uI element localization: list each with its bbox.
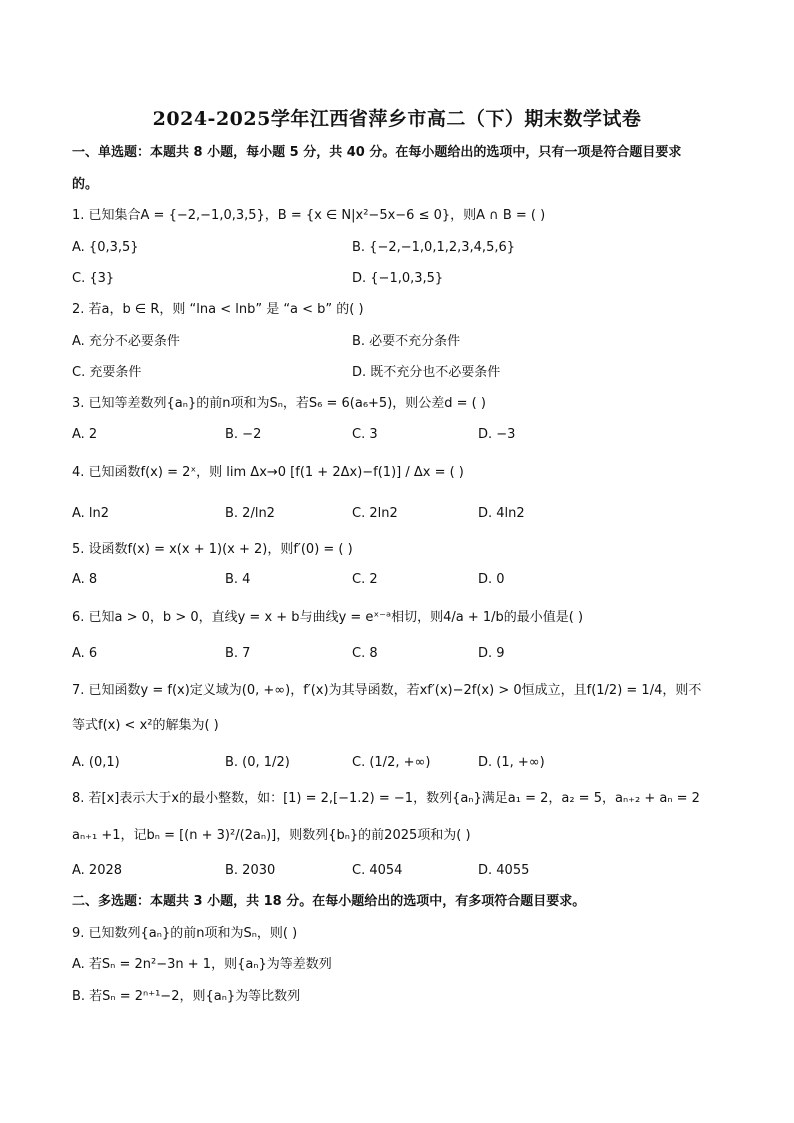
question-1-option-a: A. {0,3,5} [72, 240, 139, 255]
question-4-option-a: A. ln2 [72, 506, 110, 521]
question-6-stem: 6. 已知a > 0，b > 0，直线y = x + b与曲线y = eˣ⁻ᵃ相切，则4/a + 1/b的最小值是( ) [72, 610, 584, 625]
question-1-option-d: D. {−1,0,3,5} [352, 271, 444, 286]
question-3-option-a: A. 2 [72, 427, 98, 442]
question-8-option-b: B. 2030 [225, 863, 276, 878]
question-3-option-d: D. −3 [478, 427, 516, 442]
question-4-option-c: C. 2ln2 [352, 506, 398, 521]
question-9-option-a: A. 若Sₙ = 2n²−3n + 1，则{aₙ}为等差数列 [72, 957, 332, 972]
section2-heading: 二、多选题：本题共 3 小题，共 18 分。在每小题给出的选项中，有多项符合题目要求。 [72, 894, 586, 909]
question-1-option-c: C. {3} [72, 271, 115, 286]
question-6-option-a: A. 6 [72, 646, 98, 661]
question-5-option-c: C. 2 [352, 572, 378, 587]
question-3-option-c: C. 3 [352, 427, 378, 442]
question-9-option-b: B. 若Sₙ = 2ⁿ⁺¹−2，则{aₙ}为等比数列 [72, 989, 301, 1004]
question-8-option-a: A. 2028 [72, 863, 123, 878]
question-1-option-b: B. {−2,−1,0,1,2,3,4,5,6} [352, 240, 516, 255]
question-8-option-c: C. 4054 [352, 863, 403, 878]
question-5-option-a: A. 8 [72, 572, 98, 587]
question-6-option-b: B. 7 [225, 646, 251, 661]
question-5-stem: 5. 设函数f(x) = x(x + 1)(x + 2)，则f′(0) = ( ) [72, 542, 353, 557]
question-2-option-d: D. 既不充分也不必要条件 [352, 365, 501, 380]
question-1-stem: 1. 已知集合A = {−2,−1,0,3,5}，B = {x ∈ N|x²−5x−6 ≤ 0}，则A ∩ B = ( ) [72, 208, 546, 223]
section1-heading-line2: 的。 [72, 177, 99, 192]
question-2-option-c: C. 充要条件 [72, 365, 142, 380]
question-7-option-b: B. (0, 1/2) [225, 755, 290, 770]
question-4-stem: 4. 已知函数f(x) = 2ˣ，则 lim Δx→0 [f(1 + 2Δx)−f(1)] / Δx = ( ) [72, 465, 464, 480]
question-3-stem: 3. 已知等差数列{aₙ}的前n项和为Sₙ，若S₆ = 6(a₆+5)，则公差d = ( ) [72, 396, 486, 411]
question-2-stem: 2. 若a，b ∈ R，则 “lna < lnb” 是 “a < b” 的( ) [72, 302, 364, 317]
question-7-option-d: D. (1, +∞) [478, 755, 545, 770]
question-2-option-b: B. 必要不充分条件 [352, 334, 461, 349]
question-8-option-d: D. 4055 [478, 863, 530, 878]
question-7-stem-line2: 等式f(x) < x²的解集为( ) [72, 718, 219, 733]
question-7-stem-line1: 7. 已知函数y = f(x)定义域为(0, +∞)，f′(x)为其导函数，若xf′(x)−2f(x) > 0恒成立，且f(1/2) = 1/4，则不 [72, 683, 702, 698]
question-2-option-a: A. 充分不必要条件 [72, 334, 180, 349]
question-7-option-a: A. (0,1) [72, 755, 120, 770]
question-5-option-b: B. 4 [225, 572, 251, 587]
question-4-option-d: D. 4ln2 [478, 506, 525, 521]
question-8-stem-line1: 8. 若[x]表示大于x的最小整数，如：[1) = 2,[−1.2) = −1，数列{aₙ}满足a₁ = 2，a₂ = 5，aₙ₊₂ + aₙ = 2 [72, 791, 700, 806]
question-4-option-b: B. 2/ln2 [225, 506, 275, 521]
question-9-stem: 9. 已知数列{aₙ}的前n项和为Sₙ，则( ) [72, 926, 298, 941]
question-6-option-d: D. 9 [478, 646, 505, 661]
page-title: 2024-2025学年江西省萍乡市高二（下）期末数学试卷 [152, 108, 642, 130]
question-7-option-c: C. (1/2, +∞) [352, 755, 431, 770]
section1-heading-line1: 一、单选题：本题共 8 小题，每小题 5 分，共 40 分。在每小题给出的选项中，只有一项是符合题目要求 [72, 145, 682, 160]
question-6-option-c: C. 8 [352, 646, 378, 661]
question-8-stem-line2: aₙ₊₁ +1，记bₙ = [(n + 3)²/(2aₙ)]，则数列{bₙ}的前2025项和为( ) [72, 828, 471, 843]
question-3-option-b: B. −2 [225, 427, 262, 442]
question-5-option-d: D. 0 [478, 572, 505, 587]
